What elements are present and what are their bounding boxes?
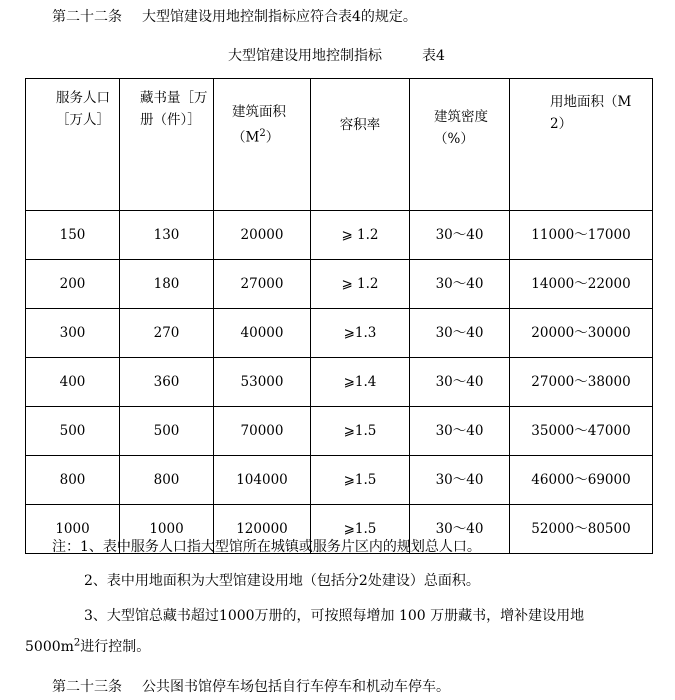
table-row [26,211,653,260]
note-3-tail: 进行控制。 [80,639,151,655]
cell-far: ⩾1.3 [311,309,410,358]
cell-land-area: 52000～80500 [510,505,653,554]
cell-population: 300 [26,309,120,358]
cell-collection: 800 [120,456,214,505]
header-population: 服务人口［万人］ [26,79,120,211]
table-caption [228,45,445,65]
cell-land-area: 46000～69000 [510,456,653,505]
cell-far: ⩾1.4 [311,358,410,407]
header-density: 建筑密度（%） [410,79,510,211]
cell-floor-area: 53000 [214,358,311,407]
note-3-sup: 2 [73,637,81,649]
cell-land-area: 35000～47000 [510,407,653,456]
table-header-row [26,79,653,211]
cell-land-area: 11000～17000 [510,211,653,260]
table-row [26,407,653,456]
cell-floor-area: 70000 [214,407,311,456]
header-collection: 藏书量［万册（件）］ [120,79,214,211]
header-floor-area: 建筑面积$(M^2)$ [214,79,311,211]
cell-population: 1000 [26,505,120,554]
cell-floor-area: 120000 [214,505,311,554]
table-row [26,309,653,358]
cell-far: ⩾1.5 [311,456,410,505]
cell-far: ⩾1.5 [311,505,410,554]
cell-far: ⩾ 1.2 [311,260,410,309]
cell-floor-area: 104000 [214,456,311,505]
table-number: 表4 [422,48,445,64]
article-23-text: 公共图书馆停车场包括自行车停车和机动车停车。 [142,679,450,695]
article-22-text: 大型馆建设用地控制指标应符合表4的规定。 [142,9,417,25]
cell-population: 500 [26,407,120,456]
note-3-continuation [25,636,150,656]
cell-density: 30～40 [410,358,510,407]
cell-collection: 180 [120,260,214,309]
article-22-number: 第二十二条 [52,9,122,25]
cell-density: 30～40 [410,505,510,554]
note-3: 3、大型馆总藏书超过1000万册的，可按照每增加 100 万册藏书，增补建设用地 [84,608,585,624]
cell-population: 200 [26,260,120,309]
cell-collection: 1000 [120,505,214,554]
cell-population: 150 [26,211,120,260]
cell-density: 30～40 [410,407,510,456]
header-land-area: 用地面积（M2） [510,79,653,211]
cell-collection: 130 [120,211,214,260]
cell-collection: 270 [120,309,214,358]
cell-far: ⩾1.5 [311,407,410,456]
article-23-number: 第二十三条 [52,679,122,695]
table-row [26,358,653,407]
cell-density: 30～40 [410,456,510,505]
cell-far: ⩾ 1.2 [311,211,410,260]
cell-collection: 500 [120,407,214,456]
cell-population: 400 [26,358,120,407]
note-2: 2、表中用地面积为大型馆建设用地（包括分2处建设）总面积。 [84,573,480,589]
cell-population: 800 [26,456,120,505]
cell-density: 30～40 [410,309,510,358]
header-far: 容积率 [311,79,410,211]
article-22 [52,6,417,26]
note-1: 注：1、表中服务人口指大型馆所在城镇或服务片区内的规划总人口。 [52,539,481,555]
table-title: 大型馆建设用地控制指标 [228,48,382,64]
table-row [26,456,653,505]
land-control-table [25,78,653,554]
cell-collection: 360 [120,358,214,407]
table-row [26,260,653,309]
cell-land-area: 14000～22000 [510,260,653,309]
cell-land-area: 20000～30000 [510,309,653,358]
cell-floor-area: 40000 [214,309,311,358]
cell-floor-area: 27000 [214,260,311,309]
cell-floor-area: 20000 [214,211,311,260]
cell-density: 30～40 [410,260,510,309]
cell-density: 30～40 [410,211,510,260]
note-3-area: 5000m [25,639,74,655]
cell-land-area: 27000～38000 [510,358,653,407]
article-23 [52,676,450,696]
